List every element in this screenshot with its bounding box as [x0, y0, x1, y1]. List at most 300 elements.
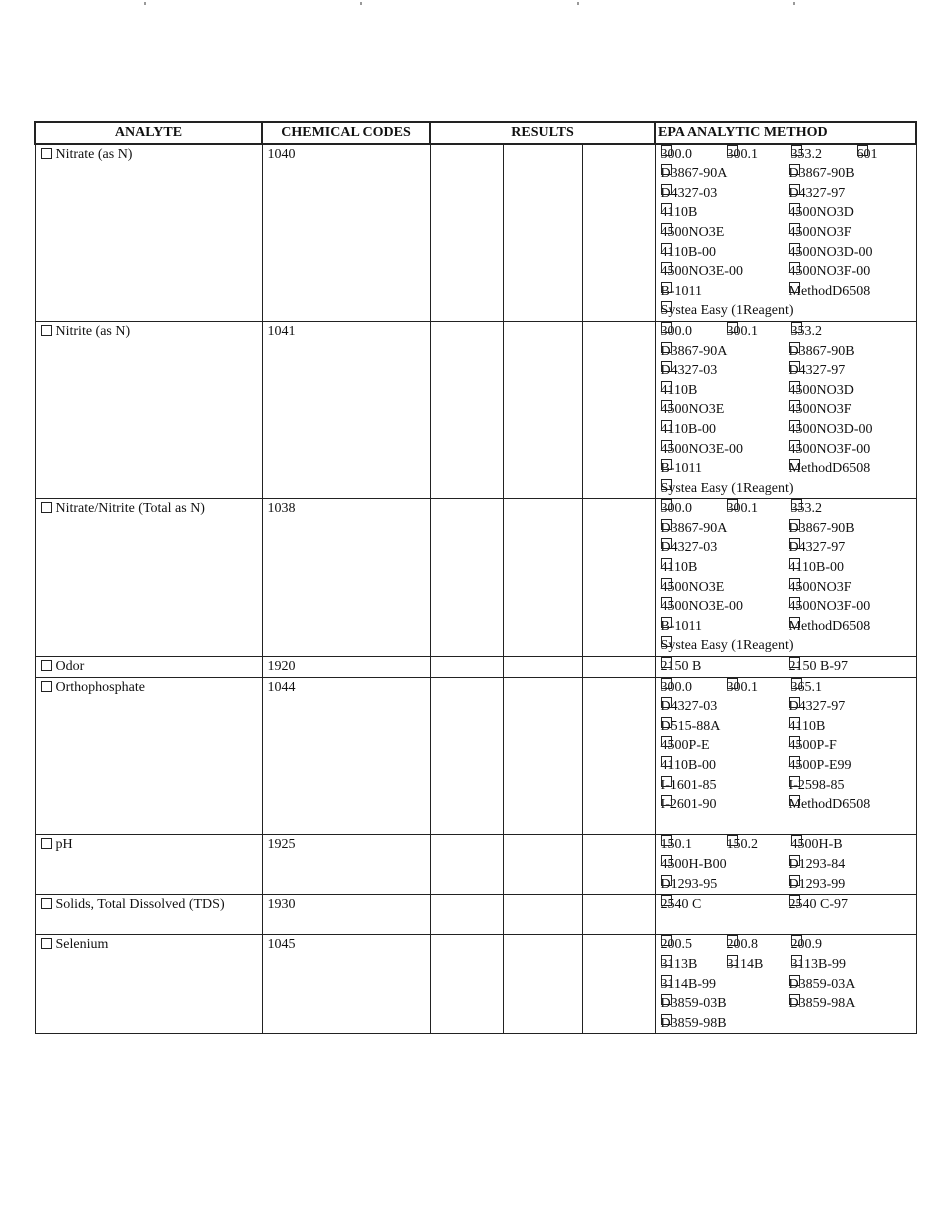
method-option[interactable]: [789, 282, 871, 302]
checkbox-icon[interactable]: [789, 895, 800, 906]
result-field[interactable]: [582, 895, 655, 935]
analyte-row: [35, 657, 916, 678]
checkbox-icon[interactable]: [661, 440, 672, 451]
method-option[interactable]: [661, 717, 721, 737]
method-code: 4110B: [660, 205, 698, 221]
method-code: B-1011: [660, 283, 703, 299]
method-option[interactable]: [661, 657, 702, 677]
checkbox-icon[interactable]: [661, 597, 672, 608]
checkbox-icon[interactable]: [791, 955, 802, 966]
method-option[interactable]: [661, 361, 718, 381]
method-code: 3113B: [660, 956, 698, 972]
method-code: Systea Easy (1Reagent): [660, 638, 794, 654]
method-option[interactable]: [789, 538, 846, 558]
result-field[interactable]: [503, 657, 582, 678]
method-code: 353.2: [790, 146, 823, 162]
method-option[interactable]: [791, 678, 823, 698]
checkbox-icon[interactable]: [789, 420, 800, 431]
checkbox-icon[interactable]: [789, 776, 800, 787]
result-field[interactable]: [430, 499, 503, 657]
checkbox-icon[interactable]: [661, 301, 672, 312]
method-option[interactable]: [789, 875, 846, 895]
method-option[interactable]: [661, 895, 702, 915]
method-option[interactable]: [789, 994, 856, 1014]
method-code: 150.2: [726, 837, 759, 853]
result-field[interactable]: [503, 935, 582, 1034]
checkbox-icon[interactable]: [727, 935, 738, 946]
checkbox-icon[interactable]: [41, 838, 52, 849]
method-option[interactable]: [727, 955, 764, 975]
checkbox-icon[interactable]: [789, 717, 800, 728]
method-line: [661, 538, 916, 558]
checkbox-icon[interactable]: [661, 697, 672, 708]
method-line: [661, 322, 916, 342]
method-option[interactable]: [661, 164, 728, 184]
checkbox-icon[interactable]: [661, 855, 672, 866]
checkbox-icon[interactable]: [727, 499, 738, 510]
checkbox-icon[interactable]: [791, 678, 802, 689]
checkbox-icon[interactable]: [789, 756, 800, 767]
checkbox-icon[interactable]: [661, 164, 672, 175]
method-option[interactable]: [661, 795, 717, 815]
method-option[interactable]: [661, 440, 743, 460]
result-field[interactable]: [582, 657, 655, 678]
method-option[interactable]: [727, 678, 759, 698]
result-field[interactable]: [430, 144, 503, 322]
checkbox-icon[interactable]: [661, 955, 672, 966]
checkbox-icon[interactable]: [789, 342, 800, 353]
method-line: [661, 381, 916, 401]
method-option[interactable]: [791, 955, 846, 975]
result-field[interactable]: [503, 895, 582, 935]
checkbox-icon[interactable]: [727, 322, 738, 333]
method-option[interactable]: [789, 756, 852, 776]
method-option[interactable]: [789, 795, 871, 815]
result-field[interactable]: [503, 499, 582, 657]
checkbox-icon[interactable]: [789, 203, 800, 214]
method-code: I-1601-85: [660, 777, 717, 793]
result-field[interactable]: [503, 144, 582, 322]
checkbox-icon[interactable]: [661, 243, 672, 254]
checkbox-icon[interactable]: [661, 935, 672, 946]
method-option[interactable]: [661, 223, 725, 243]
method-option[interactable]: [661, 479, 794, 499]
method-option[interactable]: [789, 400, 852, 420]
method-code: D4327-97: [788, 185, 846, 201]
blank-line: [661, 915, 916, 935]
checkbox-icon[interactable]: [727, 955, 738, 966]
method-option[interactable]: [727, 499, 759, 519]
method-option[interactable]: [661, 736, 710, 756]
analyte-name: Nitrite (as N): [55, 323, 131, 339]
chemical-code: 1044: [262, 677, 430, 835]
result-field[interactable]: [430, 321, 503, 498]
method-code: D4327-97: [788, 363, 846, 379]
checkbox-icon[interactable]: [41, 148, 52, 159]
checkbox-icon[interactable]: [661, 835, 672, 846]
method-option[interactable]: [661, 519, 728, 539]
method-option[interactable]: [661, 678, 693, 698]
method-code: 2150 B-97: [788, 659, 849, 675]
method-option[interactable]: [661, 322, 693, 342]
checkbox-icon[interactable]: [41, 502, 52, 513]
checkbox-icon[interactable]: [661, 736, 672, 747]
method-line: [661, 736, 916, 756]
method-option[interactable]: [791, 145, 823, 165]
method-option[interactable]: [791, 499, 823, 519]
method-option[interactable]: [789, 895, 849, 915]
checkbox-icon[interactable]: [727, 835, 738, 846]
method-code: B-1011: [660, 618, 703, 634]
checkbox-icon[interactable]: [789, 243, 800, 254]
checkbox-icon[interactable]: [661, 578, 672, 589]
method-option[interactable]: [661, 538, 718, 558]
method-line: [661, 262, 916, 282]
method-code: 4110B: [660, 382, 698, 398]
method-option[interactable]: [661, 935, 693, 955]
method-option[interactable]: [661, 301, 794, 321]
checkbox-icon[interactable]: [41, 938, 52, 949]
checkbox-icon[interactable]: [661, 499, 672, 510]
method-option[interactable]: [789, 717, 826, 737]
checkbox-icon[interactable]: [661, 322, 672, 333]
method-option[interactable]: [789, 184, 846, 204]
checkbox-icon[interactable]: [789, 597, 800, 608]
checkbox-icon[interactable]: [727, 145, 738, 156]
checkbox-icon[interactable]: [661, 895, 672, 906]
method-code: 4500NO3F-00: [788, 441, 871, 457]
method-line: [661, 301, 916, 321]
result-field[interactable]: [582, 144, 655, 322]
analyte-cell: [35, 321, 262, 498]
checkbox-icon[interactable]: [789, 361, 800, 372]
result-field[interactable]: [430, 935, 503, 1034]
checkbox-icon[interactable]: [789, 519, 800, 530]
checkbox-icon[interactable]: [661, 361, 672, 372]
method-line: [661, 895, 916, 915]
result-field[interactable]: [430, 657, 503, 678]
method-code: 4500P-E: [660, 738, 710, 754]
method-option[interactable]: [661, 636, 794, 656]
checkbox-icon[interactable]: [789, 875, 800, 886]
checkbox-icon[interactable]: [789, 795, 800, 806]
method-code: 601: [856, 146, 878, 162]
method-option[interactable]: [789, 164, 855, 184]
checkbox-icon[interactable]: [661, 420, 672, 431]
method-code: 4110B-00: [660, 758, 717, 773]
method-line: [661, 994, 916, 1014]
method-line: [661, 440, 916, 460]
method-line: [661, 558, 916, 578]
method-option[interactable]: [789, 203, 854, 223]
method-option[interactable]: [789, 578, 852, 598]
method-option[interactable]: [791, 935, 823, 955]
method-code: 300.0: [660, 679, 693, 695]
checkbox-icon[interactable]: [791, 145, 802, 156]
method-line: [661, 955, 916, 975]
method-option[interactable]: [661, 282, 702, 302]
checkbox-icon[interactable]: [789, 282, 800, 293]
analyte-cell: [35, 677, 262, 835]
checkbox-icon[interactable]: [661, 459, 672, 470]
checkbox-icon[interactable]: [661, 617, 672, 628]
checkbox-icon[interactable]: [661, 994, 672, 1005]
method-option[interactable]: [661, 955, 698, 975]
checkbox-icon[interactable]: [789, 657, 800, 668]
checkbox-icon[interactable]: [41, 681, 52, 692]
method-code: 200.5: [660, 937, 693, 953]
checkbox-icon[interactable]: [789, 440, 800, 451]
checkbox-icon[interactable]: [661, 636, 672, 647]
method-line: [661, 657, 916, 677]
method-option[interactable]: [727, 835, 759, 855]
method-option[interactable]: [727, 322, 759, 342]
checkbox-icon[interactable]: [789, 164, 800, 175]
method-option[interactable]: [789, 361, 846, 381]
method-option[interactable]: [661, 145, 693, 165]
method-option[interactable]: [789, 440, 871, 460]
method-option[interactable]: [661, 558, 698, 578]
method-option[interactable]: [789, 657, 849, 677]
method-option[interactable]: [789, 776, 845, 796]
method-option[interactable]: [661, 342, 728, 362]
checkbox-icon[interactable]: [661, 795, 672, 806]
checkbox-icon[interactable]: [791, 935, 802, 946]
method-code: B-1011: [660, 461, 703, 477]
chemical-code: 1920: [262, 657, 430, 678]
method-option[interactable]: [789, 342, 855, 362]
checkbox-icon[interactable]: [661, 657, 672, 668]
method-option[interactable]: [789, 975, 856, 995]
method-option[interactable]: [661, 617, 702, 637]
analyte-cell: [35, 835, 262, 895]
checkbox-icon[interactable]: [661, 558, 672, 569]
checkbox-icon[interactable]: [791, 835, 802, 846]
method-line: [661, 697, 916, 717]
method-option[interactable]: [789, 597, 871, 617]
method-option[interactable]: [789, 519, 855, 539]
analyte-cell: [35, 657, 262, 678]
checkbox-icon[interactable]: [789, 558, 800, 569]
checkbox-icon[interactable]: [727, 678, 738, 689]
method-option[interactable]: [661, 381, 698, 401]
checkbox-icon[interactable]: [661, 342, 672, 353]
result-field[interactable]: [582, 935, 655, 1034]
blank-line: [661, 815, 916, 835]
checkbox-icon[interactable]: [661, 262, 672, 273]
checkbox-icon[interactable]: [789, 855, 800, 866]
method-code: 4110B-00: [788, 560, 845, 576]
epa-method-cell: [655, 321, 916, 498]
chemical-code: 1930: [262, 895, 430, 935]
checkbox-icon[interactable]: [661, 223, 672, 234]
method-option[interactable]: [661, 875, 718, 895]
method-code: 4500NO3E: [660, 579, 725, 595]
method-option[interactable]: [789, 420, 873, 440]
method-option[interactable]: [789, 855, 846, 875]
checkbox-icon[interactable]: [661, 381, 672, 392]
method-line: [661, 459, 916, 479]
method-code: 353.2: [790, 501, 823, 517]
method-code: 4500NO3F: [788, 402, 852, 418]
method-option[interactable]: [661, 499, 693, 519]
checkbox-icon[interactable]: [661, 400, 672, 411]
checkbox-icon[interactable]: [661, 538, 672, 549]
checkbox-icon[interactable]: [41, 660, 52, 671]
method-option[interactable]: [661, 1014, 727, 1034]
method-code: D4327-03: [660, 540, 718, 556]
method-code: D3859-98B: [660, 1015, 727, 1031]
method-option[interactable]: [789, 697, 846, 717]
method-option[interactable]: [789, 459, 871, 479]
result-field[interactable]: [503, 321, 582, 498]
result-field[interactable]: [582, 677, 655, 835]
analyte-cell: [35, 895, 262, 935]
result-field[interactable]: [582, 835, 655, 895]
method-option[interactable]: [727, 935, 759, 955]
method-option[interactable]: [727, 145, 759, 165]
scan-mark: [144, 2, 146, 5]
checkbox-icon[interactable]: [789, 578, 800, 589]
method-option[interactable]: [661, 203, 698, 223]
method-option[interactable]: [857, 145, 878, 165]
analyte-row: [35, 895, 916, 935]
method-option[interactable]: [661, 776, 717, 796]
checkbox-icon[interactable]: [791, 322, 802, 333]
method-code: Systea Easy (1Reagent): [660, 480, 794, 496]
method-code: MethodD6508: [788, 461, 871, 477]
method-code: D4327-97: [788, 699, 846, 715]
method-code: 3114B-99: [660, 976, 717, 992]
checkbox-icon[interactable]: [661, 519, 672, 530]
method-option[interactable]: [661, 400, 725, 420]
method-line: [661, 855, 916, 875]
method-code: 4500NO3D: [788, 205, 854, 221]
analyte-row: [35, 499, 916, 657]
method-option[interactable]: [661, 459, 702, 479]
result-field[interactable]: [503, 677, 582, 835]
scan-mark: [577, 2, 579, 5]
checkbox-icon[interactable]: [789, 381, 800, 392]
method-option[interactable]: [789, 558, 844, 578]
analyte-rows: [35, 144, 916, 1034]
analyte-name: Nitrate (as N): [55, 146, 133, 162]
checkbox-icon[interactable]: [789, 262, 800, 273]
method-code: 4500NO3E-00: [660, 264, 743, 280]
checkbox-icon[interactable]: [789, 223, 800, 234]
method-option[interactable]: [661, 855, 727, 875]
method-option[interactable]: [789, 381, 854, 401]
result-field[interactable]: [503, 835, 582, 895]
checkbox-icon[interactable]: [661, 282, 672, 293]
checkbox-icon[interactable]: [791, 499, 802, 510]
checkbox-icon[interactable]: [661, 145, 672, 156]
method-code: 2150 B: [660, 659, 702, 675]
method-option[interactable]: [661, 994, 727, 1014]
checkbox-icon[interactable]: [661, 875, 672, 886]
checkbox-icon[interactable]: [661, 479, 672, 490]
method-option[interactable]: [661, 262, 743, 282]
analyte-cell: [35, 144, 262, 322]
method-option[interactable]: [789, 262, 871, 282]
method-option[interactable]: [789, 736, 837, 756]
method-option[interactable]: [661, 578, 725, 598]
method-option[interactable]: [661, 420, 716, 440]
epa-method-cell: [655, 499, 916, 657]
method-option[interactable]: [789, 223, 852, 243]
checkbox-icon[interactable]: [661, 203, 672, 214]
method-code: 2540 C-97: [788, 897, 849, 913]
method-option[interactable]: [661, 975, 716, 995]
analyte-cell: [35, 935, 262, 1034]
method-line: [661, 597, 916, 617]
checkbox-icon[interactable]: [789, 617, 800, 628]
method-option[interactable]: [661, 835, 693, 855]
method-option[interactable]: [661, 597, 743, 617]
checkbox-icon[interactable]: [661, 975, 672, 986]
method-code: 4500NO3F: [788, 579, 852, 595]
checkbox-icon[interactable]: [789, 538, 800, 549]
method-line: [661, 400, 916, 420]
checkbox-icon[interactable]: [857, 145, 868, 156]
method-line: [661, 975, 916, 995]
header-epa-method: EPA ANALYTIC METHOD: [655, 122, 916, 144]
method-code: 4500NO3E: [660, 402, 725, 418]
method-line: [661, 875, 916, 895]
result-field[interactable]: [430, 895, 503, 935]
checkbox-icon[interactable]: [41, 898, 52, 909]
method-option[interactable]: [661, 697, 718, 717]
analyte-row: [35, 144, 916, 322]
method-option[interactable]: [661, 243, 716, 263]
method-line: [661, 361, 916, 381]
analyte-cell: [35, 499, 262, 657]
method-option[interactable]: [661, 184, 718, 204]
checkbox-icon[interactable]: [789, 736, 800, 747]
checkbox-icon[interactable]: [661, 1014, 672, 1025]
method-line: [661, 578, 916, 598]
result-field[interactable]: [582, 321, 655, 498]
checkbox-icon[interactable]: [789, 400, 800, 411]
method-option[interactable]: [789, 617, 871, 637]
result-field[interactable]: [582, 499, 655, 657]
checkbox-icon[interactable]: [789, 994, 800, 1005]
result-field[interactable]: [430, 677, 503, 835]
method-code: 300.1: [726, 501, 759, 517]
checkbox-icon[interactable]: [661, 717, 672, 728]
checkbox-icon[interactable]: [789, 184, 800, 195]
checkbox-icon[interactable]: [661, 184, 672, 195]
method-code: I-2601-90: [660, 797, 717, 813]
checkbox-icon[interactable]: [789, 459, 800, 470]
chemical-code: 1045: [262, 935, 430, 1034]
method-option[interactable]: [661, 756, 716, 776]
checkbox-icon[interactable]: [789, 697, 800, 708]
method-code: 300.0: [660, 146, 693, 162]
method-option[interactable]: [791, 322, 823, 342]
method-line: [661, 617, 916, 637]
checkbox-icon[interactable]: [661, 756, 672, 767]
analyte-table: [34, 121, 917, 1034]
checkbox-icon[interactable]: [661, 678, 672, 689]
method-code: D3867-90A: [660, 166, 728, 182]
checkbox-icon[interactable]: [661, 776, 672, 787]
checkbox-icon[interactable]: [41, 325, 52, 336]
method-option[interactable]: [789, 243, 873, 263]
result-field[interactable]: [430, 835, 503, 895]
method-option[interactable]: [791, 835, 843, 855]
checkbox-icon[interactable]: [789, 975, 800, 986]
